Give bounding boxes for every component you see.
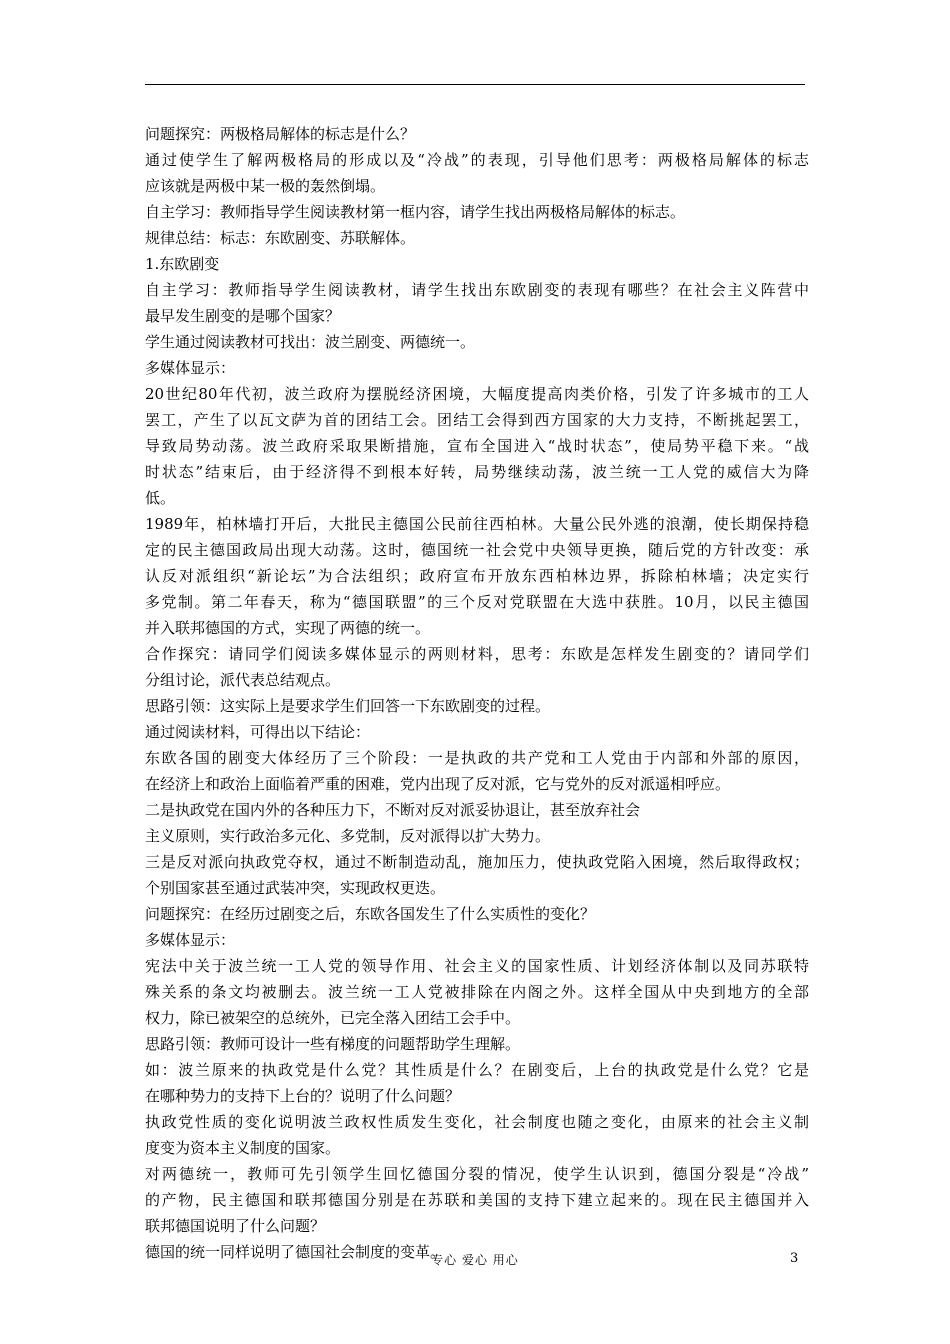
text-line: 对两德统一，教师可先引领学生回忆德国分裂的情况，使学生认识到，德国分裂是“冷战” (145, 1165, 809, 1183)
text-line: 导致局势动荡。波兰政府采取果断措施，宣布全国进入“战时状态”，使局势平稳下来。“战 (145, 437, 809, 455)
text-line: 多媒体显示： (145, 359, 236, 377)
text-line: 权力，除已被架空的总统外，已完全落入团结工会手中。 (145, 1009, 521, 1027)
text-line: 1.东欧剧变 (145, 255, 220, 273)
text-line: 思路引领：教师可设计一些有梯度的问题帮助学生理解。 (145, 1035, 521, 1053)
text-line: 规律总结：标志：东欧剧变、苏联解体。 (145, 229, 416, 247)
text-line: 并入联邦德国的方式，实现了两德的统一。 (145, 619, 431, 637)
text-line: 通过阅读材料，可得出以下结论： (145, 723, 371, 741)
text-line: 东欧各国的剧变大体经历了三个阶段：一是执政的共产党和工人党由于内部和外部的原因， (145, 749, 809, 767)
text-line: 通过使学生了解两极格局的形成以及“冷战”的表现，引导他们思考：两极格局解体的标志 (145, 151, 809, 169)
text-line: 应该就是两极中某一极的轰然倒塌。 (145, 177, 386, 195)
text-line: 最早发生剧变的是哪个国家？ (145, 307, 341, 325)
text-line: 问题探究：在经历过剧变之后，东欧各国发生了什么实质性的变化？ (145, 905, 596, 923)
text-line: 主义原则，实行政治多元化、多党制，反对派得以扩大势力。 (145, 827, 551, 845)
text-line: 德国的统一同样说明了德国社会制度的变革。 (145, 1243, 446, 1261)
text-line: 思路引领：这实际上是要求学生们回答一下东欧剧变的过程。 (145, 697, 551, 715)
text-line: 学生通过阅读教材可找出：波兰剧变、两德统一。 (145, 333, 476, 351)
text-line: 分组讨论，派代表总结观点。 (145, 671, 341, 689)
text-line: 二是执政党在国内外的各种压力下，不断对反对派妥协退让，甚至放弃社会 (145, 801, 641, 819)
text-line: 殊关系的条文均被删去。波兰统一工人党被排除在内阁之外。这样全国从中央到地方的全部 (145, 983, 809, 1001)
header-rule (145, 84, 805, 85)
text-line: 三是反对派向执政党夺权，通过不断制造动乱，施加压力，使执政党陷入困境，然后取得政权； (145, 853, 809, 871)
text-line: 如：波兰原来的执政党是什么党？其性质是什么？在剧变后，上台的执政党是什么党？它是 (145, 1061, 809, 1079)
text-line: 时状态”结束后，由于经济得不到根本好转，局势继续动荡，波兰统一工人党的威信大为降 (145, 463, 809, 481)
page-number: 3 (790, 1251, 799, 1266)
text-line: 度变为资本主义制度的国家。 (145, 1139, 341, 1157)
text-line: 1989年，柏林墙打开后，大批民主德国公民前往西柏林。大量公民外逃的浪潮，使长期保持稳 (145, 515, 809, 533)
document-body (145, 121, 809, 1265)
text-line: 的产物，民主德国和联邦德国分别是在苏联和美国的支持下建立起来的。现在民主德国并入 (145, 1191, 809, 1209)
text-line: 自主学习：教师指导学生阅读教材第一框内容，请学生找出两极格局解体的标志。 (145, 203, 686, 221)
text-line: 执政党性质的变化说明波兰政权性质发生变化，社会制度也随之变化，由原来的社会主义制 (145, 1113, 809, 1131)
text-line: 在经济上和政治上面临着严重的困难，党内出现了反对派，它与党外的反对派遥相呼应。 (145, 775, 731, 793)
text-line: 联邦德国说明了什么问题？ (145, 1217, 326, 1235)
footer-motto: 专心 爱心 用心 (431, 1253, 519, 1267)
text-line: 自主学习：教师指导学生阅读教材，请学生找出东欧剧变的表现有哪些？在社会主义阵营中 (145, 281, 809, 299)
text-line: 认反对派组织“新论坛”为合法组织；政府宣布开放东西柏林边界，拆除柏林墙；决定实行 (145, 567, 809, 585)
text-line: 定的民主德国政局出现大动荡。这时，德国统一社会党中央领导更换，随后党的方针改变：承 (145, 541, 809, 559)
text-line: 低。 (145, 489, 176, 507)
text-line: 个别国家甚至通过武装冲突，实现政权更迭。 (145, 879, 446, 897)
text-line: 宪法中关于波兰统一工人党的领导作用、社会主义的国家性质、计划经济体制以及同苏联特 (145, 957, 809, 975)
text-line: 问题探究：两极格局解体的标志是什么？ (145, 125, 416, 143)
text-line: 在哪种势力的支持下上台的？说明了什么问题？ (145, 1087, 461, 1105)
text-line: 多党制。第二年春天，称为“德国联盟”的三个反对党联盟在大选中获胜。10月，以民主德国 (145, 593, 809, 611)
text-line: 多媒体显示： (145, 931, 236, 949)
text-line: 20世纪80年代初，波兰政府为摆脱经济困境，大幅度提高肉类价格，引发了许多城市的工人 (145, 385, 809, 403)
text-line: 合作探究：请同学们阅读多媒体显示的两则材料，思考：东欧是怎样发生剧变的？请同学们 (145, 645, 809, 663)
text-line: 罢工，产生了以瓦文萨为首的团结工会。团结工会得到西方国家的大力支持，不断挑起罢工， (145, 411, 809, 429)
